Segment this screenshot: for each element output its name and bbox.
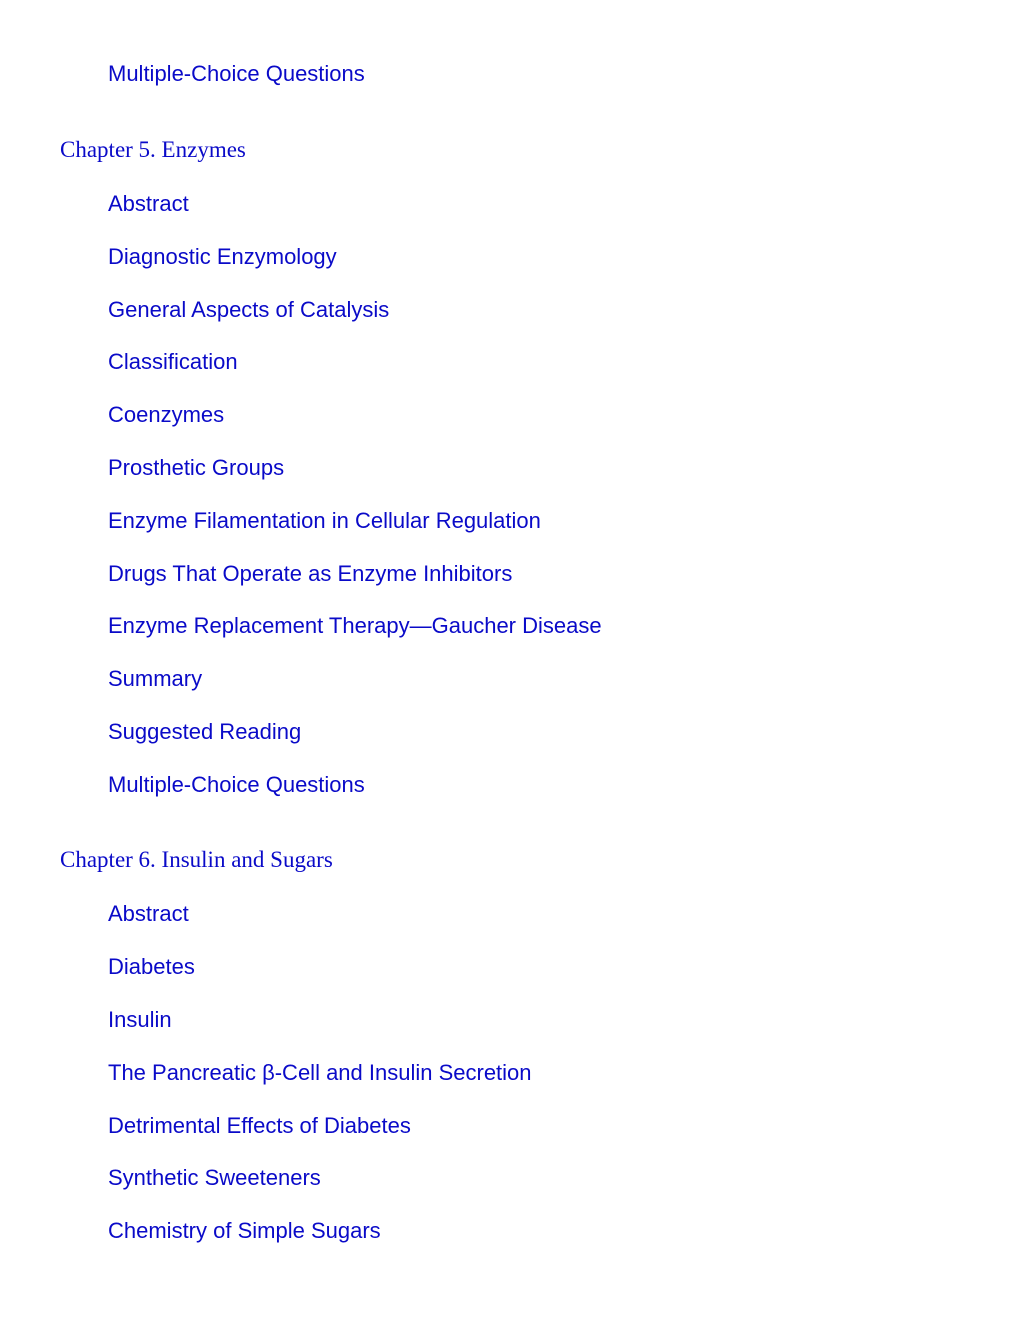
- toc-link-ch6-diabetes[interactable]: Diabetes: [108, 954, 195, 979]
- chapter-6-heading-link[interactable]: Chapter 6. Insulin and Sugars: [60, 847, 333, 872]
- toc-link-prev-multiple-choice-questions[interactable]: Multiple-Choice Questions: [108, 61, 365, 86]
- toc-link-ch5-abstract[interactable]: Abstract: [108, 191, 189, 216]
- toc-link-ch5-summary[interactable]: Summary: [108, 666, 203, 691]
- toc-link-ch5-multiple-choice-questions[interactable]: Multiple-Choice Questions: [108, 772, 365, 797]
- toc-link-ch6-pancreatic-beta-cell[interactable]: The Pancreatic β-Cell and Insulin Secretion: [108, 1060, 532, 1085]
- toc-link-ch5-general-aspects-of-catalysis[interactable]: General Aspects of Catalysis: [108, 297, 390, 322]
- toc-link-ch5-drugs-enzyme-inhibitors[interactable]: Drugs That Operate as Enzyme Inhibitors: [108, 561, 513, 586]
- toc-link-ch6-abstract[interactable]: Abstract: [108, 901, 189, 926]
- toc-link-ch5-classification[interactable]: Classification: [108, 349, 238, 374]
- toc-link-ch6-synthetic-sweeteners[interactable]: Synthetic Sweeteners: [108, 1165, 321, 1190]
- chapter-5-heading-link[interactable]: Chapter 5. Enzymes: [60, 137, 246, 162]
- toc-link-ch6-insulin[interactable]: Insulin: [108, 1007, 172, 1032]
- toc-link-ch6-chemistry-of-simple-sugars[interactable]: Chemistry of Simple Sugars: [108, 1218, 381, 1243]
- toc-link-ch5-coenzymes[interactable]: Coenzymes: [108, 402, 225, 427]
- toc-link-ch5-prosthetic-groups[interactable]: Prosthetic Groups: [108, 455, 285, 480]
- toc-link-ch5-diagnostic-enzymology[interactable]: Diagnostic Enzymology: [108, 244, 337, 269]
- toc-link-ch5-enzyme-filamentation[interactable]: Enzyme Filamentation in Cellular Regulation: [108, 508, 541, 533]
- toc-link-ch5-suggested-reading[interactable]: Suggested Reading: [108, 719, 302, 744]
- toc-link-ch5-enzyme-replacement-therapy[interactable]: Enzyme Replacement Therapy—Gaucher Disease: [108, 613, 602, 638]
- toc-link-ch6-detrimental-effects[interactable]: Detrimental Effects of Diabetes: [108, 1113, 411, 1138]
